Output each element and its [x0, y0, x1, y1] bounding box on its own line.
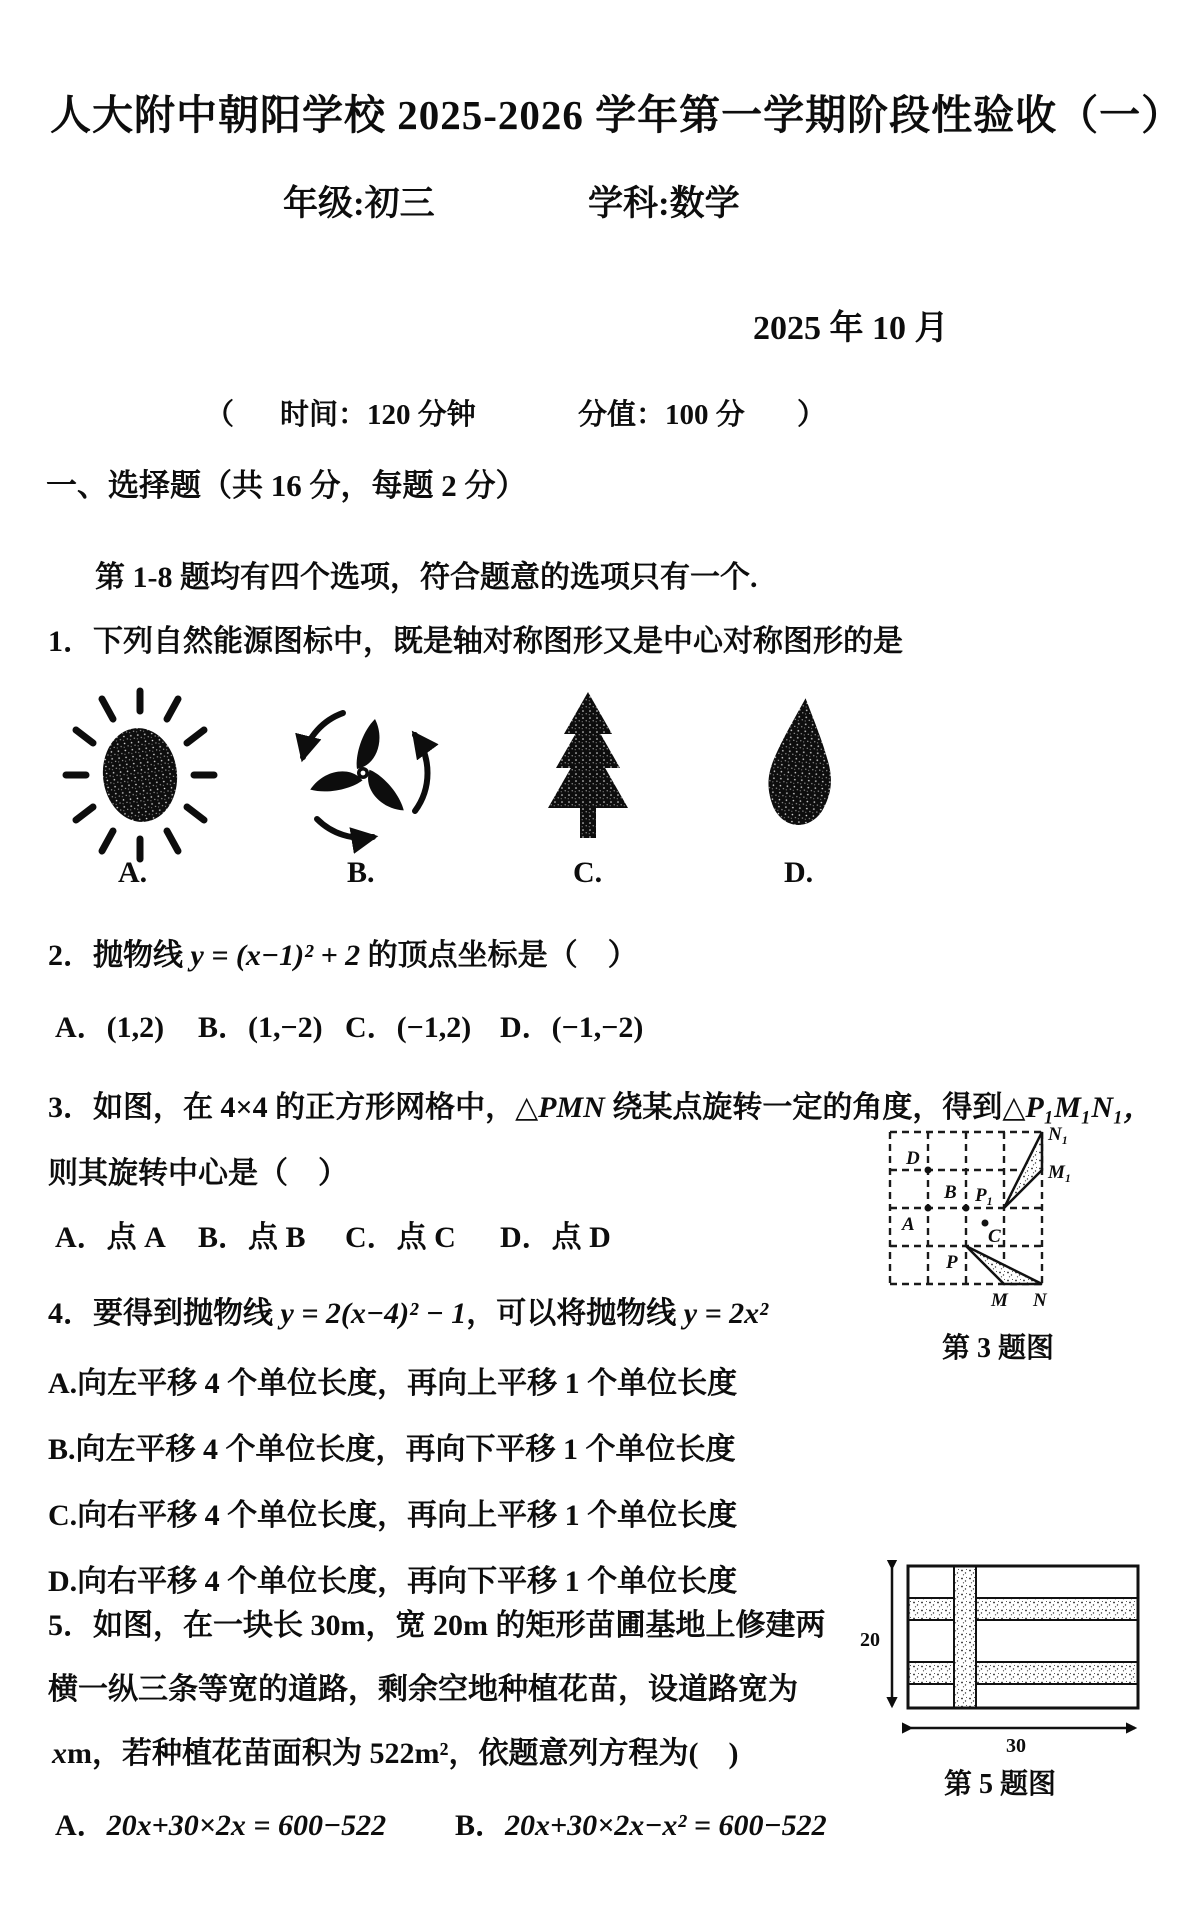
- question-5-line3: [52, 1728, 738, 1772]
- question-5-line1: 5．如图，在一块长 30m，宽 20m 的矩形苗圃基地上修建两: [48, 1609, 826, 1642]
- q3-label-m: M: [991, 1290, 1008, 1311]
- paren-close: ）: [797, 399, 827, 431]
- q3-option-c: C．点 C: [345, 1221, 456, 1254]
- sun-icon: [60, 683, 220, 863]
- q2-prefix: 2．抛物线: [48, 939, 191, 972]
- q3-line1-mid: 绕某点旋转一定的角度，得到: [604, 1091, 1003, 1124]
- q3-option-a: A．点 A: [55, 1221, 166, 1254]
- pine-tree-icon: [528, 688, 648, 853]
- total-score: 分值：100 分: [578, 399, 745, 431]
- q3-grid-figure: [878, 1118, 1118, 1318]
- q5-line3-rest: m，若种植花苗面积为 522m²，依题意列方程为( ): [67, 1737, 739, 1770]
- q5-option-a: [55, 1800, 386, 1844]
- q3-label-p1: P₁: [975, 1185, 994, 1206]
- q3-line1-prefix: 3．如图，在 4×4 的正方形网格中，: [48, 1091, 516, 1124]
- q5-width-dimension: 20: [860, 1629, 880, 1651]
- q4-mid: ，可以将抛物线: [466, 1297, 684, 1330]
- q2-option-c: C．(−1,2): [345, 1011, 472, 1044]
- q3-label-d: D: [906, 1148, 920, 1169]
- q5-option-b: [455, 1800, 827, 1844]
- q3-option-b: B．点 B: [198, 1221, 306, 1254]
- q2-formula: y = (x−1)² + 2: [190, 939, 361, 972]
- question-5-line2: 横一纵三条等宽的道路，剩余空地种植花苗，设道路宽为: [48, 1673, 798, 1706]
- page-title: 人大附中朝阳学校 2025-2026 学年第一学期阶段性验收（一）: [50, 92, 1184, 138]
- q4-formula-2: y = 2x²: [683, 1297, 769, 1330]
- wind-turbine-icon: [278, 688, 448, 858]
- time-limit: 时间：120 分钟: [280, 399, 476, 431]
- q5-roads-figure: [848, 1560, 1153, 1760]
- q5-figure-caption: 第 5 题图: [943, 1769, 1056, 1800]
- q5-option-a-formula: 20x+30×2x = 600−522: [106, 1809, 387, 1842]
- q5-option-b-formula: 20x+30×2x−x² = 600−522: [505, 1809, 827, 1842]
- q4-option-a: A.向左平移 4 个单位长度，再向上平移 1 个单位长度: [48, 1367, 738, 1400]
- q5-variable: x: [52, 1737, 67, 1770]
- q2-option-b: B．(1,−2): [198, 1011, 323, 1044]
- question-3-line2: 则其旋转中心是（ ）: [48, 1157, 348, 1190]
- q4-formula-1: y = 2(x−4)² − 1: [280, 1297, 467, 1330]
- exam-date: 2025 年 10 月: [753, 310, 949, 347]
- q2-suffix: 的顶点坐标是（ ）: [360, 939, 638, 972]
- section-one-heading: 一、选择题（共 16 分，每题 2 分）: [46, 468, 527, 503]
- q3-label-a: A: [902, 1214, 915, 1235]
- q2-option-d: D．(−1,−2): [500, 1011, 644, 1044]
- q3-label-n1: N₁: [1048, 1124, 1069, 1145]
- q3-triangle-p1m1n1: △P₁M₁N₁，: [1002, 1091, 1154, 1124]
- q1-option-a-label: A.: [118, 856, 148, 889]
- q5-option-a-label: A．: [55, 1809, 107, 1842]
- q3-label-c: C: [988, 1226, 1001, 1247]
- paren-open: （: [205, 399, 235, 431]
- q1-option-b-label: B.: [347, 856, 375, 889]
- q2-option-a: A．(1,2): [55, 1011, 165, 1044]
- question-2-text: [48, 930, 638, 974]
- q3-option-d: D．点 D: [500, 1221, 611, 1254]
- q5-option-b-label: B．: [455, 1809, 506, 1842]
- q3-label-n: N: [1033, 1290, 1047, 1311]
- q3-figure-caption: 第 3 题图: [941, 1333, 1054, 1364]
- q4-option-c: C.向右平移 4 个单位长度，再向上平移 1 个单位长度: [48, 1499, 738, 1532]
- q1-option-d-label: D.: [784, 856, 814, 889]
- q5-length-dimension: 30: [1006, 1735, 1026, 1757]
- q3-label-p: P: [946, 1252, 958, 1273]
- question-4-text: [48, 1288, 768, 1332]
- water-drop-icon: [745, 690, 855, 855]
- q1-option-c-label: C.: [573, 856, 603, 889]
- q4-option-b: B.向左平移 4 个单位长度，再向下平移 1 个单位长度: [48, 1433, 736, 1466]
- subject-label: 学科:数学: [588, 184, 740, 223]
- q3-label-m1: M₁: [1048, 1162, 1072, 1183]
- q3-triangle-pmn: △PMN: [515, 1091, 605, 1124]
- q3-label-b: B: [944, 1182, 957, 1203]
- grade-label: 年级:初三: [283, 184, 435, 223]
- q4-option-d: D.向右平移 4 个单位长度，再向下平移 1 个单位长度: [48, 1565, 738, 1598]
- q4-prefix: 4．要得到抛物线: [48, 1297, 281, 1330]
- section-one-note: 第 1-8 题均有四个选项，符合题意的选项只有一个.: [95, 561, 758, 594]
- question-1-text: 1．下列自然能源图标中，既是轴对称图形又是中心对称图形的是: [48, 625, 903, 658]
